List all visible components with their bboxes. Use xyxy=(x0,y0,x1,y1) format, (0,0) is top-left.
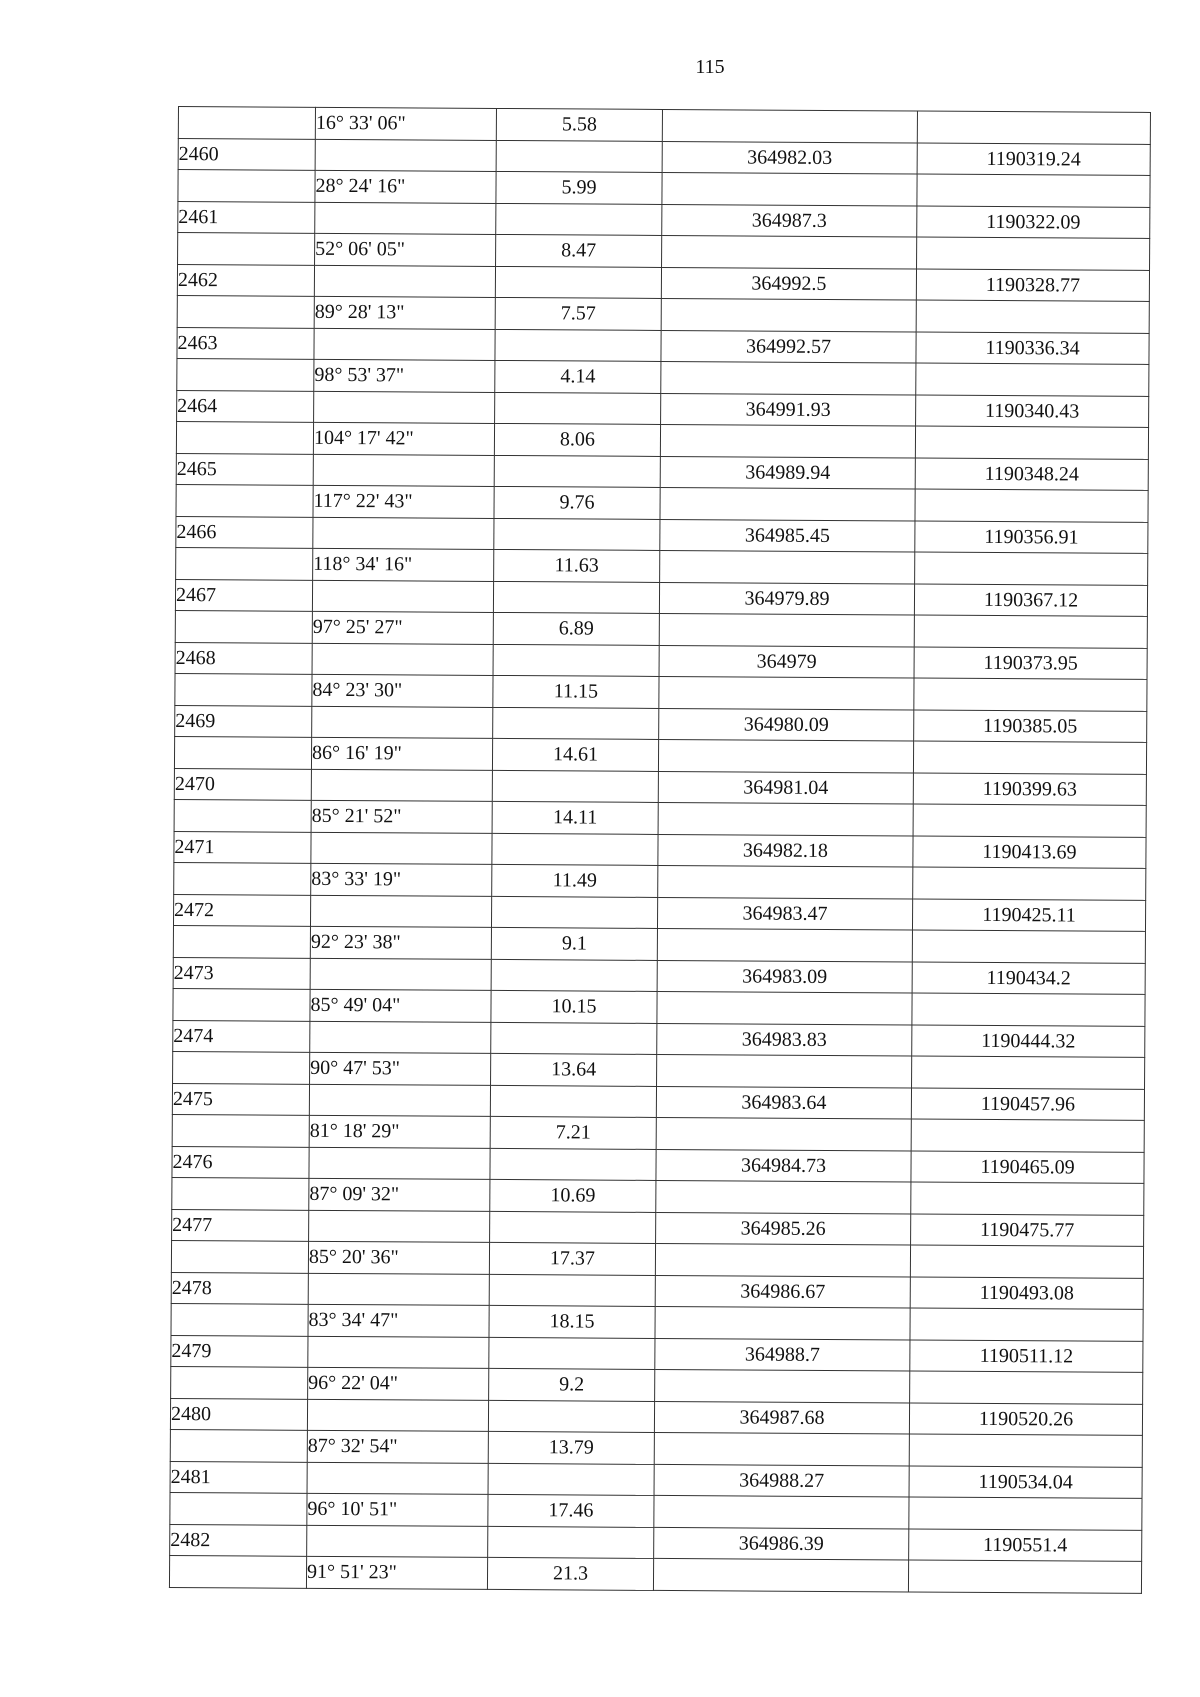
bearing-cell: 118° 34' 16" xyxy=(313,548,494,581)
station-cell xyxy=(175,610,312,642)
bearing-cell xyxy=(310,958,491,991)
survey-table xyxy=(169,106,1151,1593)
station-cell xyxy=(171,1240,308,1272)
distance-cell: 7.57 xyxy=(495,297,661,330)
station-cell: 2478 xyxy=(171,1272,308,1304)
easting-cell xyxy=(660,487,915,520)
distance-cell: 10.69 xyxy=(490,1179,656,1212)
easting-cell: 364982.03 xyxy=(662,141,917,174)
bearing-cell: 92° 23' 38" xyxy=(310,926,491,959)
distance-cell xyxy=(488,1463,654,1496)
distance-cell: 8.06 xyxy=(494,423,660,456)
distance-cell: 10.15 xyxy=(491,990,657,1023)
bearing-cell: 84° 23' 30" xyxy=(312,674,493,707)
bearing-cell xyxy=(313,517,494,550)
easting-cell: 364992.5 xyxy=(661,267,916,300)
distance-cell: 8.47 xyxy=(496,234,662,267)
easting-cell: 364983.64 xyxy=(656,1086,911,1119)
easting-cell: 364988.27 xyxy=(654,1464,909,1497)
easting-cell: 364988.7 xyxy=(655,1338,910,1371)
distance-cell: 9.1 xyxy=(491,927,657,960)
easting-cell xyxy=(659,613,914,646)
easting-cell xyxy=(654,1432,909,1465)
northing-cell: 1190425.11 xyxy=(912,899,1145,932)
station-cell: 2462 xyxy=(177,264,314,296)
northing-cell: 1190551.4 xyxy=(909,1528,1142,1561)
bearing-cell: 97° 25' 27" xyxy=(312,611,493,644)
northing-cell xyxy=(913,867,1146,900)
northing-cell xyxy=(917,174,1150,207)
northing-cell: 1190465.09 xyxy=(911,1150,1144,1183)
station-cell: 2471 xyxy=(174,831,311,863)
easting-cell: 364984.73 xyxy=(656,1149,911,1182)
bearing-cell: 98° 53' 37" xyxy=(314,359,495,392)
bearing-cell: 91° 51' 23" xyxy=(306,1556,487,1589)
easting-cell: 364981.04 xyxy=(658,771,913,804)
northing-cell xyxy=(911,1182,1144,1215)
easting-cell xyxy=(661,298,916,331)
northing-cell: 1190493.08 xyxy=(910,1276,1143,1309)
easting-cell xyxy=(655,1243,910,1276)
easting-cell xyxy=(662,109,917,142)
northing-cell xyxy=(912,1056,1145,1089)
station-cell: 2470 xyxy=(174,768,311,800)
bearing-cell: 28° 24' 16" xyxy=(315,170,496,203)
northing-cell: 1190348.24 xyxy=(915,458,1148,491)
station-cell: 2465 xyxy=(176,453,313,485)
northing-cell xyxy=(913,804,1146,837)
northing-cell xyxy=(915,489,1148,522)
station-cell: 2464 xyxy=(177,390,314,422)
bearing-cell: 96° 22' 04" xyxy=(308,1367,489,1400)
northing-cell: 1190511.12 xyxy=(910,1339,1143,1372)
station-cell: 2460 xyxy=(178,138,315,170)
distance-cell: 17.46 xyxy=(488,1494,654,1527)
northing-cell xyxy=(916,363,1149,396)
distance-cell: 11.63 xyxy=(494,549,660,582)
bearing-cell xyxy=(314,265,495,298)
distance-cell xyxy=(492,833,658,866)
station-cell xyxy=(170,1429,307,1461)
bearing-cell xyxy=(309,1147,490,1180)
station-cell xyxy=(169,1555,306,1587)
distance-cell xyxy=(491,1022,657,1055)
northing-cell xyxy=(917,237,1150,270)
northing-cell xyxy=(909,1434,1142,1467)
station-cell xyxy=(178,233,315,265)
bearing-cell xyxy=(307,1462,488,1495)
bearing-cell xyxy=(308,1273,489,1306)
bearing-cell: 90° 47' 53" xyxy=(310,1052,491,1085)
easting-cell xyxy=(661,361,916,394)
northing-cell: 1190520.26 xyxy=(909,1402,1142,1435)
distance-cell: 7.21 xyxy=(490,1116,656,1149)
distance-cell xyxy=(490,1211,656,1244)
northing-cell xyxy=(914,615,1147,648)
station-cell xyxy=(176,421,313,453)
northing-cell xyxy=(915,426,1148,459)
distance-cell: 14.11 xyxy=(492,801,658,834)
bearing-cell xyxy=(307,1399,488,1432)
easting-cell xyxy=(657,991,912,1024)
easting-cell: 364983.47 xyxy=(657,897,912,930)
northing-cell: 1190534.04 xyxy=(909,1465,1142,1498)
station-cell: 2479 xyxy=(171,1335,308,1367)
bearing-cell: 85° 21' 52" xyxy=(311,800,492,833)
station-cell xyxy=(174,799,311,831)
distance-cell xyxy=(493,644,659,677)
northing-cell xyxy=(916,300,1149,333)
distance-cell xyxy=(496,203,662,236)
bearing-cell xyxy=(311,832,492,865)
station-cell xyxy=(173,925,310,957)
northing-cell: 1190373.95 xyxy=(914,647,1147,680)
station-cell xyxy=(176,484,313,516)
station-cell xyxy=(173,1051,310,1083)
station-cell: 2476 xyxy=(172,1146,309,1178)
easting-cell xyxy=(662,235,917,268)
station-cell xyxy=(174,736,311,768)
station-cell: 2469 xyxy=(175,705,312,737)
station-cell xyxy=(177,295,314,327)
distance-cell: 14.61 xyxy=(492,738,658,771)
distance-cell xyxy=(494,518,660,551)
easting-cell: 364983.83 xyxy=(657,1023,912,1056)
station-cell: 2480 xyxy=(170,1398,307,1430)
easting-cell xyxy=(659,676,914,709)
easting-cell: 364986.67 xyxy=(655,1275,910,1308)
northing-cell: 1190367.12 xyxy=(914,584,1147,617)
distance-cell xyxy=(492,770,658,803)
bearing-cell xyxy=(315,139,496,172)
easting-cell xyxy=(658,802,913,835)
easting-cell: 364987.68 xyxy=(654,1401,909,1434)
station-cell xyxy=(170,1492,307,1524)
bearing-cell: 104° 17' 42" xyxy=(313,422,494,455)
bearing-cell xyxy=(309,1210,490,1243)
distance-cell xyxy=(493,581,659,614)
survey-table-container xyxy=(169,106,1150,1593)
distance-cell xyxy=(489,1274,655,1307)
station-cell: 2477 xyxy=(172,1209,309,1241)
distance-cell: 11.49 xyxy=(492,864,658,897)
easting-cell xyxy=(662,172,917,205)
station-cell: 2461 xyxy=(178,201,315,233)
station-cell xyxy=(178,170,315,202)
bearing-cell xyxy=(308,1336,489,1369)
distance-cell: 9.76 xyxy=(494,486,660,519)
bearing-cell xyxy=(313,454,494,487)
distance-cell xyxy=(494,455,660,488)
easting-cell: 364979 xyxy=(659,645,914,678)
station-cell xyxy=(173,988,310,1020)
station-cell: 2482 xyxy=(170,1524,307,1556)
easting-cell xyxy=(656,1180,911,1213)
distance-cell: 13.64 xyxy=(491,1053,657,1086)
northing-cell xyxy=(909,1497,1142,1530)
distance-cell xyxy=(489,1337,655,1370)
station-cell: 2473 xyxy=(173,957,310,989)
distance-cell xyxy=(491,959,657,992)
distance-cell xyxy=(490,1148,656,1181)
survey-table-body xyxy=(169,107,1150,1593)
easting-cell: 364991.93 xyxy=(661,393,916,426)
distance-cell: 21.3 xyxy=(487,1557,653,1590)
easting-cell xyxy=(657,1054,912,1087)
station-cell xyxy=(177,358,314,390)
northing-cell xyxy=(908,1560,1141,1593)
northing-cell xyxy=(915,552,1148,585)
station-cell: 2472 xyxy=(173,894,310,926)
station-cell: 2467 xyxy=(175,579,312,611)
bearing-cell: 83° 34' 47" xyxy=(308,1304,489,1337)
distance-cell xyxy=(496,140,662,173)
northing-cell: 1190328.77 xyxy=(916,269,1149,302)
station-cell xyxy=(178,107,315,139)
easting-cell xyxy=(657,928,912,961)
northing-cell xyxy=(914,678,1147,711)
northing-cell xyxy=(917,111,1150,144)
distance-cell: 11.15 xyxy=(493,675,659,708)
easting-cell: 364986.39 xyxy=(654,1527,909,1560)
bearing-cell: 89° 28' 13" xyxy=(314,296,495,329)
northing-cell: 1190399.63 xyxy=(913,773,1146,806)
northing-cell: 1190475.77 xyxy=(911,1213,1144,1246)
easting-cell: 364982.18 xyxy=(658,834,913,867)
bearing-cell: 16° 33' 06" xyxy=(315,107,496,140)
easting-cell: 364985.26 xyxy=(656,1212,911,1245)
bearing-cell xyxy=(310,1021,491,1054)
easting-cell xyxy=(656,1117,911,1150)
easting-cell: 364983.09 xyxy=(657,960,912,993)
bearing-cell xyxy=(310,895,491,928)
station-cell xyxy=(171,1303,308,1335)
bearing-cell xyxy=(314,391,495,424)
easting-cell: 364979.89 xyxy=(659,582,914,615)
northing-cell xyxy=(913,741,1146,774)
distance-cell: 17.37 xyxy=(489,1242,655,1275)
easting-cell xyxy=(660,424,915,457)
easting-cell: 364987.3 xyxy=(662,204,917,237)
easting-cell xyxy=(658,865,913,898)
northing-cell xyxy=(912,930,1145,963)
bearing-cell xyxy=(309,1084,490,1117)
distance-cell: 6.89 xyxy=(493,612,659,645)
bearing-cell: 83° 33' 19" xyxy=(311,863,492,896)
distance-cell: 18.15 xyxy=(489,1305,655,1338)
bearing-cell: 52° 06' 05" xyxy=(315,233,496,266)
distance-cell: 5.58 xyxy=(496,108,662,141)
northing-cell: 1190322.09 xyxy=(917,206,1150,239)
bearing-cell: 87° 09' 32" xyxy=(309,1178,490,1211)
station-cell: 2463 xyxy=(177,327,314,359)
bearing-cell xyxy=(312,643,493,676)
station-cell: 2474 xyxy=(173,1020,310,1052)
northing-cell: 1190340.43 xyxy=(916,395,1149,428)
station-cell: 2475 xyxy=(172,1083,309,1115)
distance-cell xyxy=(495,329,661,362)
northing-cell: 1190457.96 xyxy=(911,1087,1144,1120)
easting-cell: 364980.09 xyxy=(659,708,914,741)
station-cell xyxy=(176,547,313,579)
northing-cell: 1190319.24 xyxy=(917,143,1150,176)
distance-cell xyxy=(495,266,661,299)
station-cell xyxy=(174,862,311,894)
easting-cell xyxy=(655,1369,910,1402)
distance-cell xyxy=(493,707,659,740)
distance-cell xyxy=(495,392,661,425)
northing-cell: 1190444.32 xyxy=(912,1025,1145,1058)
distance-cell: 9.2 xyxy=(489,1368,655,1401)
station-cell: 2466 xyxy=(176,516,313,548)
bearing-cell xyxy=(312,706,493,739)
bearing-cell: 81° 18' 29" xyxy=(309,1115,490,1148)
bearing-cell xyxy=(311,769,492,802)
station-cell xyxy=(175,673,312,705)
bearing-cell: 86° 16' 19" xyxy=(311,737,492,770)
northing-cell xyxy=(910,1371,1143,1404)
northing-cell: 1190336.34 xyxy=(916,332,1149,365)
easting-cell: 364992.57 xyxy=(661,330,916,363)
northing-cell xyxy=(911,1119,1144,1152)
distance-cell xyxy=(488,1400,654,1433)
easting-cell: 364985.45 xyxy=(660,519,915,552)
easting-cell xyxy=(660,550,915,583)
distance-cell: 13.79 xyxy=(488,1431,654,1464)
distance-cell xyxy=(491,896,657,929)
station-cell xyxy=(172,1114,309,1146)
bearing-cell: 117° 22' 43" xyxy=(313,485,494,518)
easting-cell xyxy=(654,1495,909,1528)
northing-cell: 1190413.69 xyxy=(913,836,1146,869)
easting-cell xyxy=(655,1306,910,1339)
bearing-cell: 85° 20' 36" xyxy=(308,1241,489,1274)
bearing-cell xyxy=(312,580,493,613)
station-cell xyxy=(172,1177,309,1209)
bearing-cell: 85° 49' 04" xyxy=(310,989,491,1022)
northing-cell xyxy=(910,1308,1143,1341)
easting-cell: 364989.94 xyxy=(660,456,915,489)
bearing-cell: 87° 32' 54" xyxy=(307,1430,488,1463)
northing-cell: 1190356.91 xyxy=(915,521,1148,554)
bearing-cell xyxy=(315,202,496,235)
bearing-cell xyxy=(314,328,495,361)
station-cell: 2468 xyxy=(175,642,312,674)
northing-cell xyxy=(910,1245,1143,1278)
easting-cell xyxy=(658,739,913,772)
distance-cell: 5.99 xyxy=(496,171,662,204)
bearing-cell: 96° 10' 51" xyxy=(307,1493,488,1526)
station-cell xyxy=(171,1366,308,1398)
station-cell: 2481 xyxy=(170,1461,307,1493)
bearing-cell xyxy=(307,1525,488,1558)
distance-cell xyxy=(490,1085,656,1118)
page-number: 115 xyxy=(695,56,725,78)
northing-cell: 1190434.2 xyxy=(912,962,1145,995)
easting-cell xyxy=(653,1558,908,1591)
northing-cell: 1190385.05 xyxy=(914,710,1147,743)
distance-cell xyxy=(488,1526,654,1559)
distance-cell: 4.14 xyxy=(495,360,661,393)
northing-cell xyxy=(912,993,1145,1026)
table-row xyxy=(169,1555,1141,1592)
